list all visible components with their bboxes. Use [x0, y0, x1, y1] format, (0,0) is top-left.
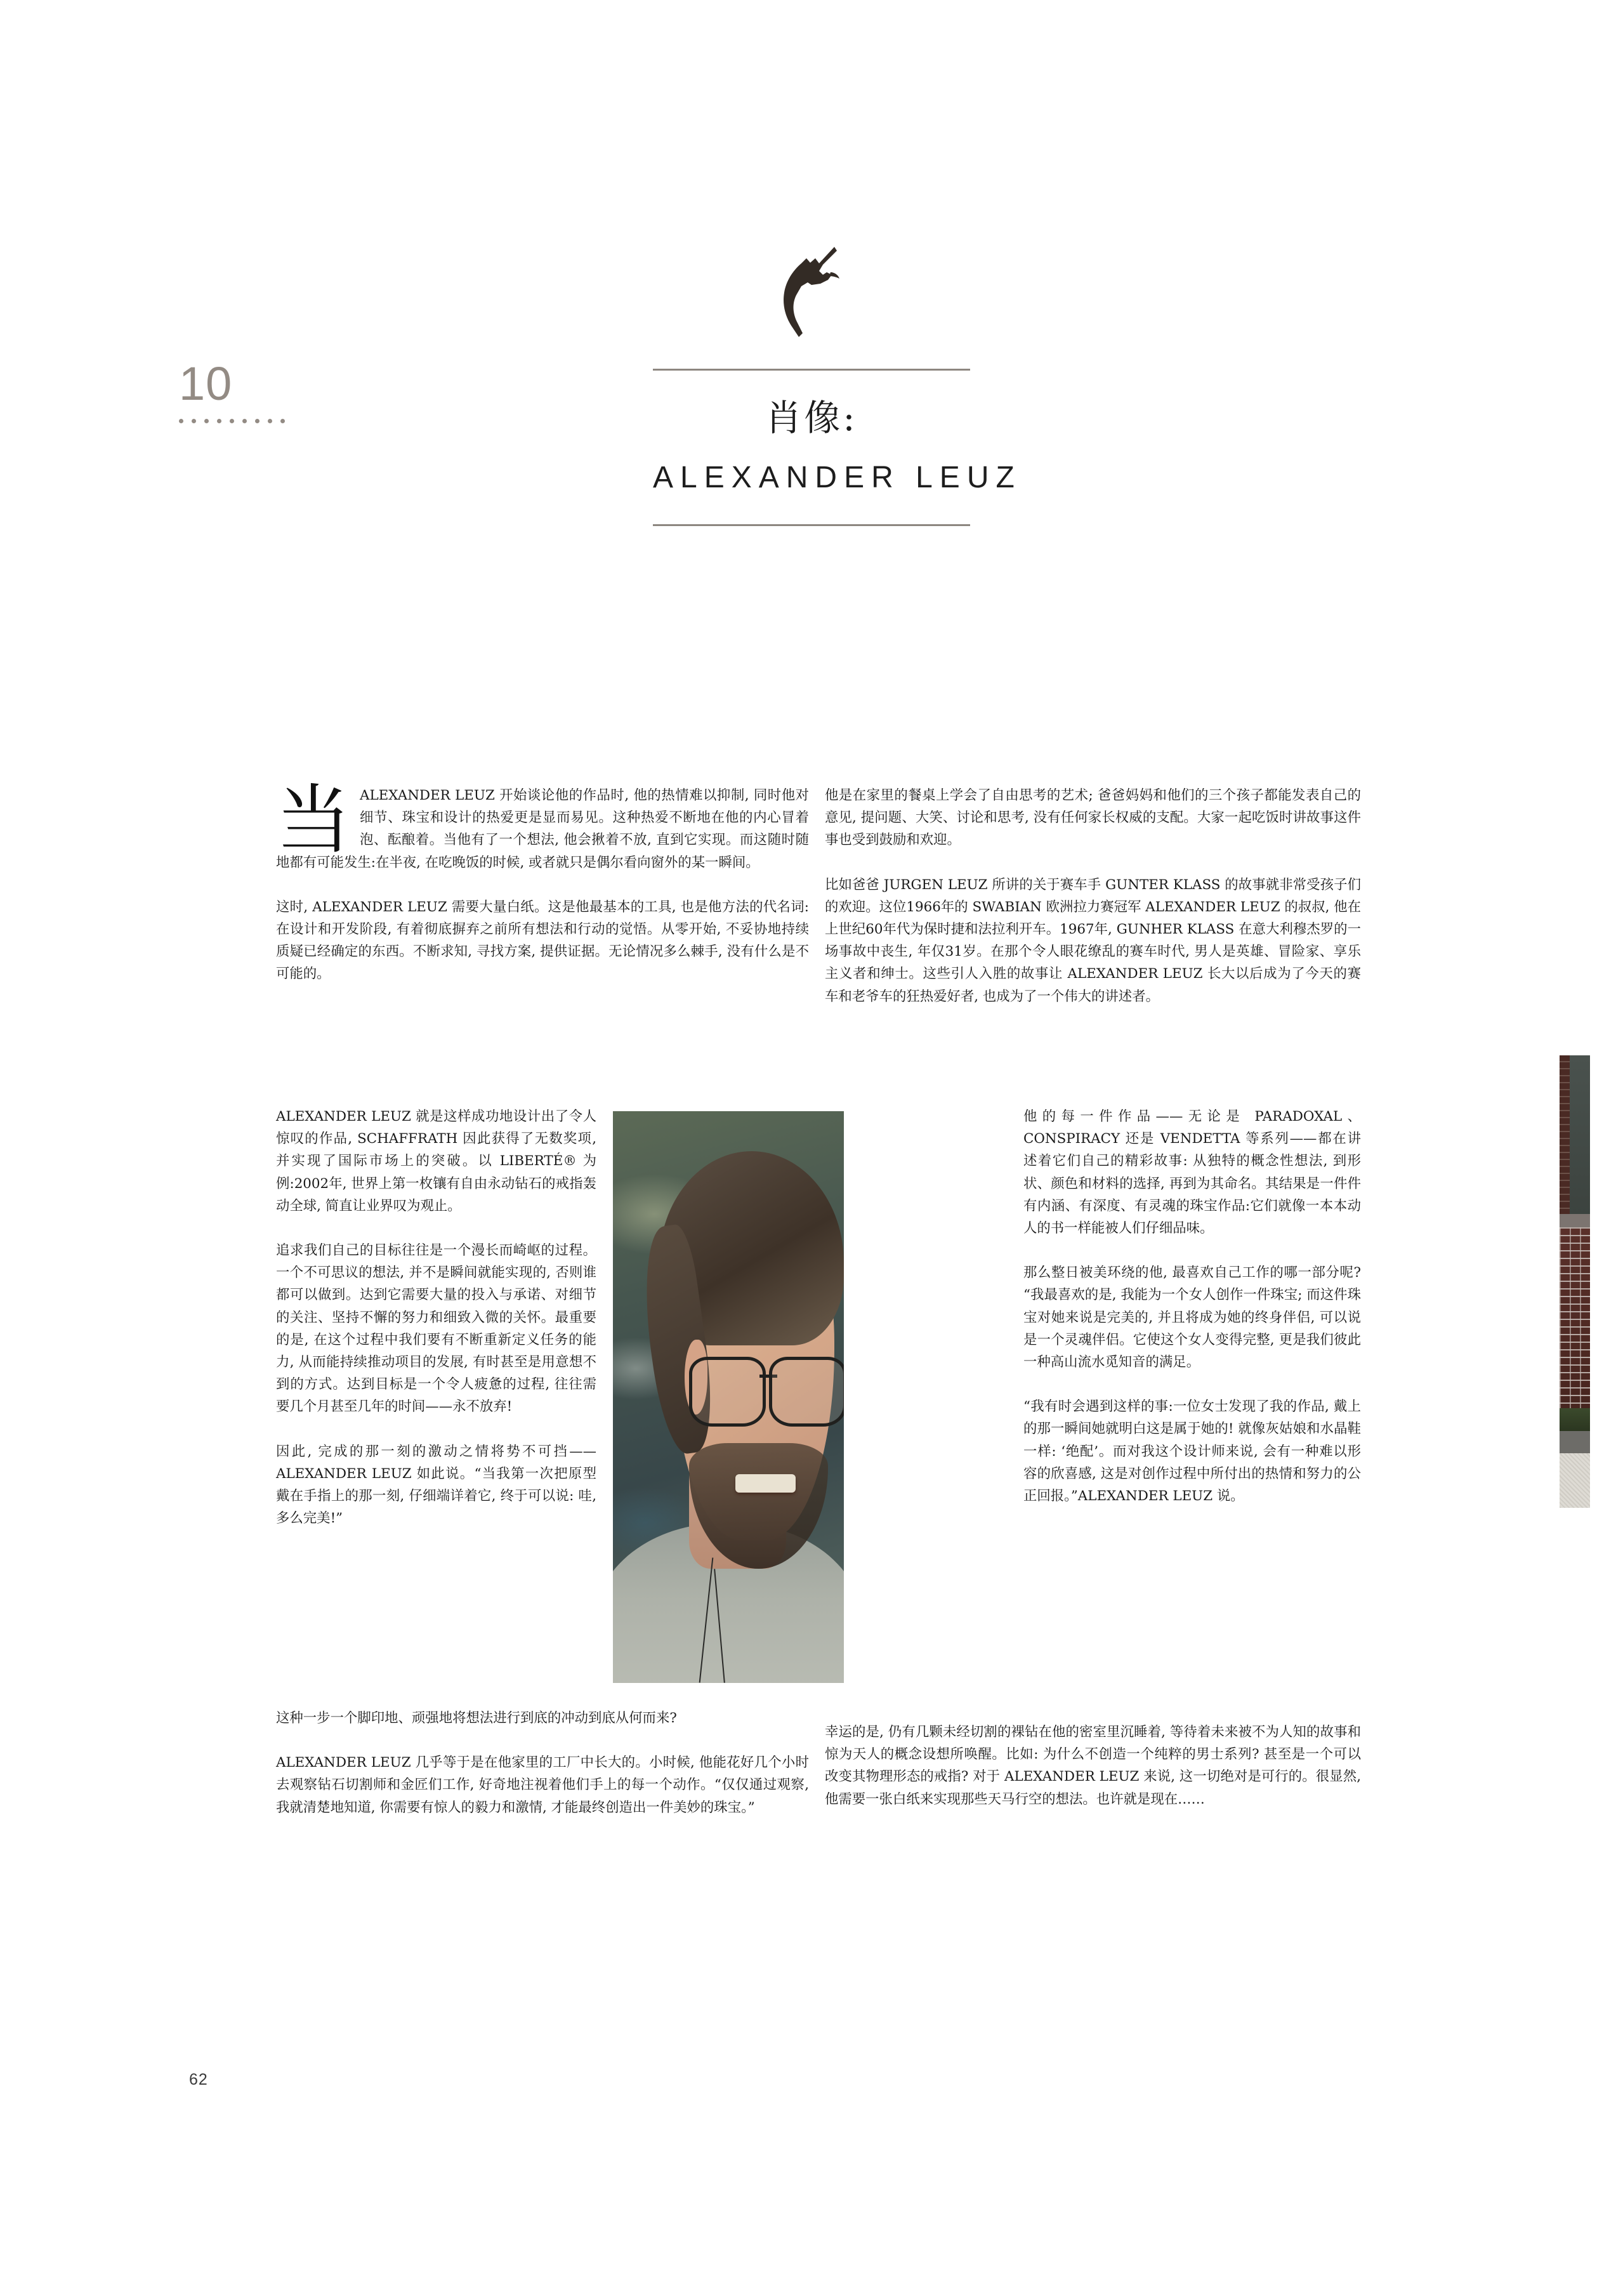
- dot-icon: [204, 419, 209, 423]
- dot-icon: [179, 419, 183, 423]
- left-column-narrow: [276, 1105, 596, 1529]
- paragraph: 这时, ALEXANDER LEUZ 需要大量白纸。这是他最基本的工具, 也是他方法的代名词: 在设计和开发阶段, 有着彻底摒弃之前所有想法和行动的觉悟。从零开始, 不妥协地持续质疑已经确定的东西。不断求知, 寻找方案, 提供证据。无论情况多么棘手, 没有什么是不可能的。: [276, 899, 809, 982]
- photo-lens-left: [689, 1357, 766, 1426]
- paragraph: 他的每一件作品——无论是 PARADOXAL、CONSPIRACY 还是 VENDETTA 等系列——都在讲述着它们自己的精彩故事: 从独特的概念性想法, 到形状、颜色和材料的选择, 再到为其命名。其结果是一件件有内涵、有深度、有灵魂的珠宝作品:它们就像一本本动人的书一样能被人们仔细品味。: [1023, 1109, 1361, 1237]
- edge-pavement: [1560, 1453, 1590, 1508]
- paragraph: ALEXANDER LEUZ 几乎等于是在他家里的工厂中长大的。小时候, 他能花好几个小时去观察钻石切割师和金匠们工作, 好奇地注视着他们手上的每一个动作。“仅仅通过观察, 我就清楚地知道, 你需要有惊人的毅力和激情, 才能最终创造出一件美妙的珠宝。”: [276, 1755, 809, 1816]
- left-column-bottom: [276, 1707, 809, 1819]
- unicorn-head-icon: [773, 244, 850, 340]
- paragraph: 比如爸爸 JURGEN LEUZ 所讲的关于赛车手 GUNTER KLASS 的故事就非常受孩子们的欢迎。这位1966年的 SWABIAN 欧洲拉力赛冠军 ALEXANDER LEUZ 的叔叔, 他在上世纪60年代为保时捷和法拉利开车。1967年, GUNHER KLASS 在意大利穆杰罗的一场事故中丧生, 年仅31岁。在那个令人眼花缭乱的赛车时代, 男人是英雄、冒险家、享乐主义者和绅士。这些引人入胜的故事让 ALEXANDER LEUZ 长大以后成为了今天的赛车和老爷车的狂热爱好者, 也成为了一个伟大的讲述者。: [825, 876, 1361, 1005]
- facing-page-edge-photo: [1560, 1055, 1590, 1508]
- portrait-photo: [613, 1111, 844, 1683]
- dot-icon: [192, 419, 196, 423]
- edge-road: [1560, 1431, 1590, 1454]
- page-number: 62: [189, 2071, 208, 2088]
- page-title-en: ALEXANDER LEUZ: [653, 460, 1022, 494]
- edge-brick-upper: [1560, 1055, 1570, 1223]
- dot-icon: [230, 419, 234, 423]
- right-column-bottom: [825, 1721, 1361, 1811]
- left-column-top: [276, 776, 809, 986]
- section-marker: [179, 357, 331, 423]
- masthead-rule-bottom: [653, 524, 970, 526]
- paragraph: [276, 776, 809, 874]
- dot-icon: [242, 419, 247, 423]
- section-dot-row: [179, 419, 331, 423]
- masthead: [653, 244, 1022, 526]
- paragraph: 追求我们自己的目标往往是一个漫长而崎岖的过程。一个不可思议的想法, 并不是瞬间就能实现的, 否则谁都可以做到。达到它需要大量的投入与承诺、对细节的关注、坚持不懈的努力和细致入微的关怀。最重要的是, 在这个过程中我们要有不断重新定义任务的能力, 从而能持续推动项目的发展, 有时甚至是用意想不到的方式。达到目标是一个令人疲惫的过程, 往往需要几个月甚至几年的时间——永不放弃!: [276, 1243, 596, 1415]
- right-column-narrow: [1023, 1105, 1361, 1507]
- paragraph: “我有时会遇到这样的事:一位女士发现了我的作品, 戴上的那一瞬间她就明白这是属于她的! 就像灰姑娘和水晶鞋一样: ‘绝配’。而对我这个设计师来说, 会有一种难以形容的欣喜感, 这是对创作过程中所付出的热情和努力的公正回报。”ALEXANDER LEUZ 说。: [1023, 1399, 1361, 1505]
- masthead-rule-top: [653, 369, 970, 371]
- photo-mouth: [735, 1474, 796, 1493]
- edge-brick-wall: [1560, 1227, 1590, 1408]
- paragraph: 因此, 完成的那一刻的激动之情将势不可挡——ALEXANDER LEUZ 如此说。“当我第一次把原型戴在手指上的那一刻, 仔细端详着它, 终于可以说: 哇, 多么完美!”: [276, 1443, 596, 1527]
- paragraph: ALEXANDER LEUZ 就是这样成功地设计出了令人惊叹的作品, SCHAFFRATH 因此获得了无数奖项, 并实现了国际市场上的突破。以 LIBERTÉ® 为例:2002年, 世界上第一枚镶有自由永动钻石的戒指轰动全球, 简直让业界叹为观止。: [276, 1109, 596, 1214]
- paragraph: 他是在家里的餐桌上学会了自由思考的艺术; 爸爸妈妈和他们的三个孩子都能发表自己的意见, 提问题、大笑、讨论和思考, 没有任何家长权威的支配。大家一起吃饭时讲故事这件事也受到鼓励和欢迎。: [825, 788, 1361, 848]
- dot-icon: [280, 419, 285, 423]
- paragraph-text: ALEXANDER LEUZ 开始谈论他的作品时, 他的热情难以抑制, 同时他对细节、珠宝和设计的热爱更是显而易见。这种热爱不断地在他的内心冒着泡、酝酿着。当他有了一个想法, 他会揪着不放, 直到它实现。而这随时随地都有可能发生:在半夜, 在吃晚饭的时候, 或者就只是偶尔看向窗外的某一瞬间。: [276, 788, 809, 871]
- dot-icon: [255, 419, 260, 423]
- page-title-cn: 肖像:: [765, 397, 858, 439]
- edge-hedge: [1560, 1408, 1590, 1431]
- section-number: 10: [179, 357, 233, 410]
- edge-sill: [1560, 1214, 1590, 1227]
- right-column-top: [825, 784, 1361, 1008]
- photo-lens-right: [769, 1357, 844, 1426]
- paragraph: 幸运的是, 仍有几颗未经切割的裸钻在他的密室里沉睡着, 等待着未来被不为人知的故事和惊为天人的概念设想所唤醒。比如: 为什么不创造一个纯粹的男士系列? 甚至是一个可以改变其物理形态的戒指? 对于 ALEXANDER LEUZ 来说, 这一切绝对是可行的。很显然, 他需要一张白纸来实现那些天马行空的想法。也许就是现在……: [825, 1724, 1361, 1807]
- paragraph: 这种一步一个脚印地、顽强地将想法进行到底的冲动到底从何而来?: [276, 1710, 677, 1726]
- dot-icon: [217, 419, 221, 423]
- eyeglasses-icon: [689, 1357, 844, 1420]
- drop-cap: 当: [276, 776, 352, 864]
- paragraph: 那么整日被美环绕的他, 最喜欢自己工作的哪一部分呢? “我最喜欢的是, 我能为一个女人创作一件珠宝; 而这件珠宝对她来说是完美的, 并且将成为她的终身伴侣, 可以说是一个灵魂伴侣。它使这个女人变得完整, 更是我们彼此一种高山流水觅知音的满足。: [1023, 1265, 1361, 1371]
- dot-icon: [268, 419, 272, 423]
